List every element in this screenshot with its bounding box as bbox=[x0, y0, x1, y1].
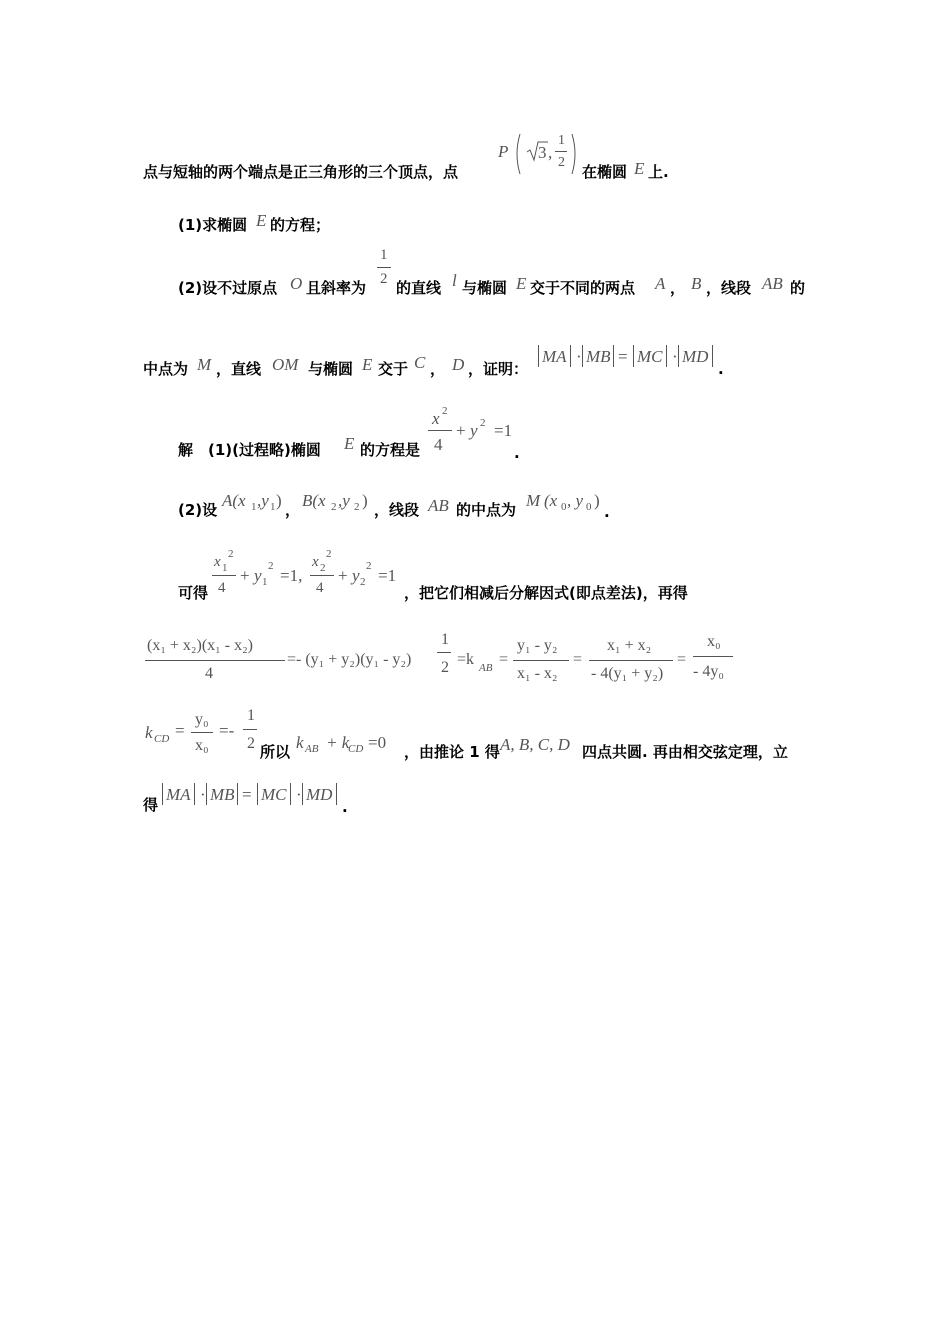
q2-period: . bbox=[718, 360, 724, 378]
q2-line-l: l bbox=[452, 271, 457, 290]
q2-prove: ，证明： bbox=[468, 360, 529, 378]
sol1-rest: 的方程是 bbox=[360, 441, 421, 459]
q2-sep2: ， bbox=[430, 360, 446, 378]
q2-ab: AB bbox=[762, 274, 783, 293]
q2-point-d: D bbox=[452, 355, 465, 374]
sol2-point-a: A(x 1 ,y 1 ) bbox=[222, 491, 282, 513]
sol2-point-b: B(x 2 ,y 2 ) bbox=[302, 491, 368, 513]
sol1-e: E bbox=[344, 434, 355, 453]
sol2-label: (2)设 bbox=[178, 501, 218, 519]
sqrt-three: 3 bbox=[538, 143, 547, 162]
derive-after: ，把它们相减后分解因式(即点差法)，再得 bbox=[404, 584, 688, 602]
q2-om: OM bbox=[272, 355, 299, 374]
q2-point-a: A bbox=[655, 274, 666, 293]
q2-frac-den: 2 bbox=[380, 271, 388, 287]
sol2-seg-text: ，线段 bbox=[374, 501, 420, 519]
q2-e2: E bbox=[362, 355, 373, 374]
q2-with-ellipse2: 与椭圆 bbox=[308, 360, 354, 378]
on-ellipse-text: 在椭圆 bbox=[582, 163, 628, 181]
derive-can-get: 可得 bbox=[178, 584, 209, 602]
kcd-concyclic: 四点共圆. 再由相交弦定理，立 bbox=[582, 743, 788, 761]
sol1-period: . bbox=[514, 444, 520, 462]
sol1-ellipse-equation: x 2 4 + y 2 =1 bbox=[426, 404, 526, 458]
final-period: . bbox=[342, 798, 348, 816]
sol2-sep: ， bbox=[285, 501, 301, 519]
q2-sep1: ， bbox=[670, 279, 686, 297]
derive-equations: x 1 2 4 + y 1 2 =1, x 2 2 4 + y 2 2 =1 bbox=[214, 548, 397, 596]
q2-seg: ，线段 bbox=[706, 279, 752, 297]
q2-point-c: C bbox=[414, 353, 426, 372]
q2-line-text: 的直线 bbox=[396, 279, 442, 297]
kcd-points: A, B, C, D bbox=[500, 735, 570, 754]
q2-mid-text: 中点为 bbox=[143, 360, 189, 378]
point-p-coordinates bbox=[514, 132, 578, 176]
half-numerator: 1 bbox=[558, 133, 565, 148]
kcd-sum: k AB + k CD =0 bbox=[296, 733, 387, 755]
final-get: 得 bbox=[143, 796, 159, 814]
up-text: 上. bbox=[648, 163, 669, 181]
sol1-label: 解 (1)(过程略)椭圆 bbox=[178, 441, 321, 459]
q2-point-b: B bbox=[691, 274, 702, 293]
q2-label: (2)设不过原点 bbox=[178, 279, 278, 297]
q2-frac-num: 1 bbox=[380, 247, 388, 263]
q2-intersect: 交于不同的两点 bbox=[530, 279, 636, 297]
q2-e: E bbox=[516, 274, 527, 293]
final-chord-equation: MA · MB = MC · MD bbox=[160, 780, 344, 810]
q2-origin: O bbox=[290, 274, 303, 293]
sol2-midpoint-m: M (x 0 , y 0 ) bbox=[526, 491, 600, 513]
q1-rest: 的方程； bbox=[270, 216, 331, 234]
q2-line-om: ，直线 bbox=[216, 360, 262, 378]
half-denominator: 2 bbox=[558, 155, 565, 170]
coord-comma: , bbox=[548, 143, 553, 162]
kcd-corollary: ，由推论 1 得 bbox=[404, 743, 500, 761]
q2-slope-text: 且斜率为 bbox=[306, 279, 367, 297]
q2-m: M bbox=[197, 355, 212, 374]
ellipse-e: E bbox=[634, 159, 645, 178]
sol2-ab: AB bbox=[428, 496, 449, 515]
q2-chord-equation: MA · MB = MC · MD bbox=[536, 342, 720, 372]
sol2-mid-text: 的中点为 bbox=[456, 501, 517, 519]
q1-e: E bbox=[256, 211, 267, 230]
sol2-period: . bbox=[604, 503, 610, 521]
point-p-label: P bbox=[498, 142, 509, 161]
q2-with-ellipse: 与椭圆 bbox=[462, 279, 508, 297]
q2-meet: 交于 bbox=[378, 360, 409, 378]
q2-of: 的 bbox=[790, 279, 806, 297]
intro-text: 点与短轴的两个端点是正三角形的三个顶点，点 bbox=[143, 163, 459, 181]
kcd-so: 所以 bbox=[260, 743, 291, 761]
slope-formula: (x₁ + x₂)(x₁ - x₂) 4 =- (y₁ + y₂)(y₁ - y₂) 1 2 =k AB = y₁ - y₂ x₁ - x₂ = x₁ + x₂ - 4(y₁ + y₂) = x₀ - 4y₀ bbox=[143, 630, 743, 688]
q1-label: (1)求椭圆 bbox=[178, 216, 248, 234]
kcd-formula: k CD = y₀ x₀ =- 1 2 bbox=[145, 707, 255, 754]
